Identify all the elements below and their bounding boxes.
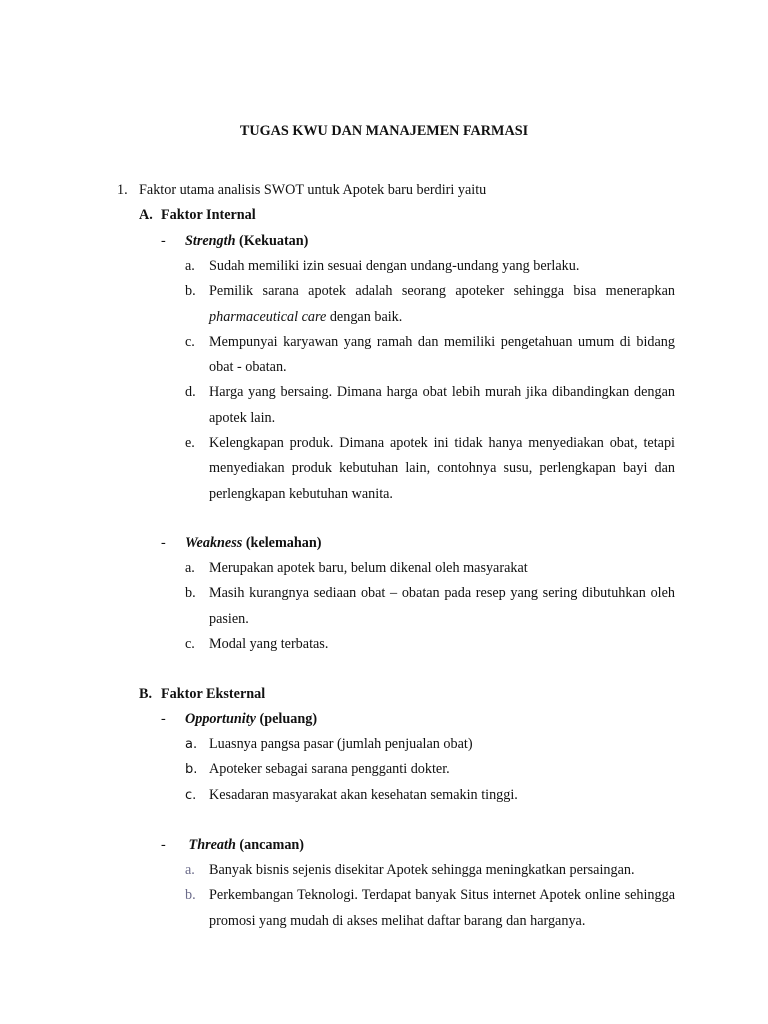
list-marker: a.	[185, 862, 195, 878]
list-marker: e.	[185, 435, 195, 452]
list-marker: c.	[185, 787, 197, 803]
list-item-text: Luasnya pangsa pasar (jumlah penjualan obat)	[209, 736, 473, 752]
list-item-text: Masih kurangnya sediaan obat – obatan pada resep yang sering dibutuhkan oleh pasien.	[209, 585, 675, 627]
list-marker: b.	[185, 585, 196, 602]
list-marker: b.	[185, 762, 198, 778]
list-item-text: Banyak bisnis sejenis disekitar Apotek sehingga meningkatkan persaingan.	[209, 862, 635, 878]
threat-heading	[161, 833, 304, 858]
question-1	[117, 178, 486, 203]
section-label: A.	[139, 207, 153, 223]
list-item	[185, 431, 675, 507]
strength-list	[185, 254, 675, 507]
list-marker: c.	[185, 635, 195, 652]
list-item	[185, 632, 675, 657]
opportunity-heading	[161, 707, 317, 732]
list-marker: b.	[185, 283, 196, 300]
list-item	[185, 380, 675, 431]
list-marker: b.	[185, 887, 196, 904]
opportunity-list	[185, 732, 675, 808]
section-title: Faktor Eksternal	[161, 686, 266, 702]
list-item-text: Apoteker sebagai sarana pengganti dokter.	[209, 761, 450, 778]
list-item-italic: pharmaceutical care	[209, 308, 327, 325]
list-marker: a.	[185, 737, 198, 752]
dash-bullet: -	[161, 711, 166, 727]
dash-bullet: -	[161, 233, 166, 249]
list-marker: a.	[185, 560, 195, 576]
section-title: Faktor Internal	[161, 207, 256, 223]
list-item-text: Mempunyai karyawan yang ramah dan memiliki pengetahuan umum di bidang obat - obatan.	[209, 333, 675, 376]
section-external-heading	[139, 682, 265, 707]
list-item	[185, 858, 675, 883]
question-text: Faktor utama analisis SWOT untuk Apotek baru berdiri yaitu	[139, 182, 487, 198]
list-item	[185, 581, 675, 632]
list-item-text: Kelengkapan produk. Dimana apotek ini tidak hanya menyediakan obat, tetapi menyediakan produk kebutuhan lain, contohnya susu, perlengkapan bayi dan perlengkapan kebutuhan wanita.	[209, 435, 675, 502]
weakness-heading	[161, 531, 322, 556]
question-number: 1.	[117, 182, 128, 198]
list-item	[185, 883, 675, 934]
list-item	[185, 279, 675, 330]
list-item-text: Harga yang bersaing. Dimana harga obat lebih murah jika dibandingkan dengan apotek lain.	[209, 384, 675, 426]
list-item	[185, 783, 675, 808]
list-item	[185, 556, 675, 581]
section-internal-heading	[139, 203, 256, 228]
weakness-term: Weakness	[185, 535, 243, 551]
list-item	[185, 757, 675, 782]
page-title: TUGAS KWU DAN MANAJEMEN FARMASI	[239, 123, 529, 139]
opportunity-gloss: (peluang)	[259, 711, 318, 727]
dash-bullet: -	[161, 535, 166, 551]
weakness-gloss: (kelemahan)	[245, 535, 322, 551]
list-item-text: Perkembangan Teknologi. Terdapat banyak Situs internet Apotek online sehingga promosi yang mudah di akses melihat daftar barang dan harganya.	[209, 887, 675, 929]
threat-term: Threath	[188, 837, 236, 853]
list-item	[185, 732, 675, 757]
list-item-text: Pemilik sarana apotek adalah seorang apoteker sehingga bisa menerapkan	[209, 283, 675, 300]
list-item	[185, 330, 675, 381]
threat-list	[185, 858, 675, 934]
list-item-text: Kesadaran masyarakat akan kesehatan semakin tinggi.	[209, 786, 518, 803]
list-item-text: Merupakan apotek baru, belum dikenal oleh masyarakat	[209, 560, 528, 576]
list-item-text: Modal yang terbatas.	[209, 635, 329, 652]
list-marker: c.	[185, 333, 195, 350]
opportunity-term: Opportunity	[185, 711, 256, 727]
strength-term: Strength	[185, 233, 236, 249]
list-item	[185, 254, 675, 279]
list-item-text-end: dengan baik.	[326, 308, 403, 325]
section-label: B.	[139, 686, 153, 702]
strength-gloss: (Kekuatan)	[239, 233, 309, 249]
list-marker: d.	[185, 384, 196, 401]
list-item-text: Sudah memiliki izin sesuai dengan undang-undang yang berlaku.	[209, 258, 580, 274]
threat-gloss: (ancaman)	[239, 837, 305, 853]
weakness-list	[185, 556, 675, 657]
list-marker: a.	[185, 258, 195, 274]
dash-bullet: -	[161, 837, 166, 853]
strength-heading	[161, 229, 308, 254]
